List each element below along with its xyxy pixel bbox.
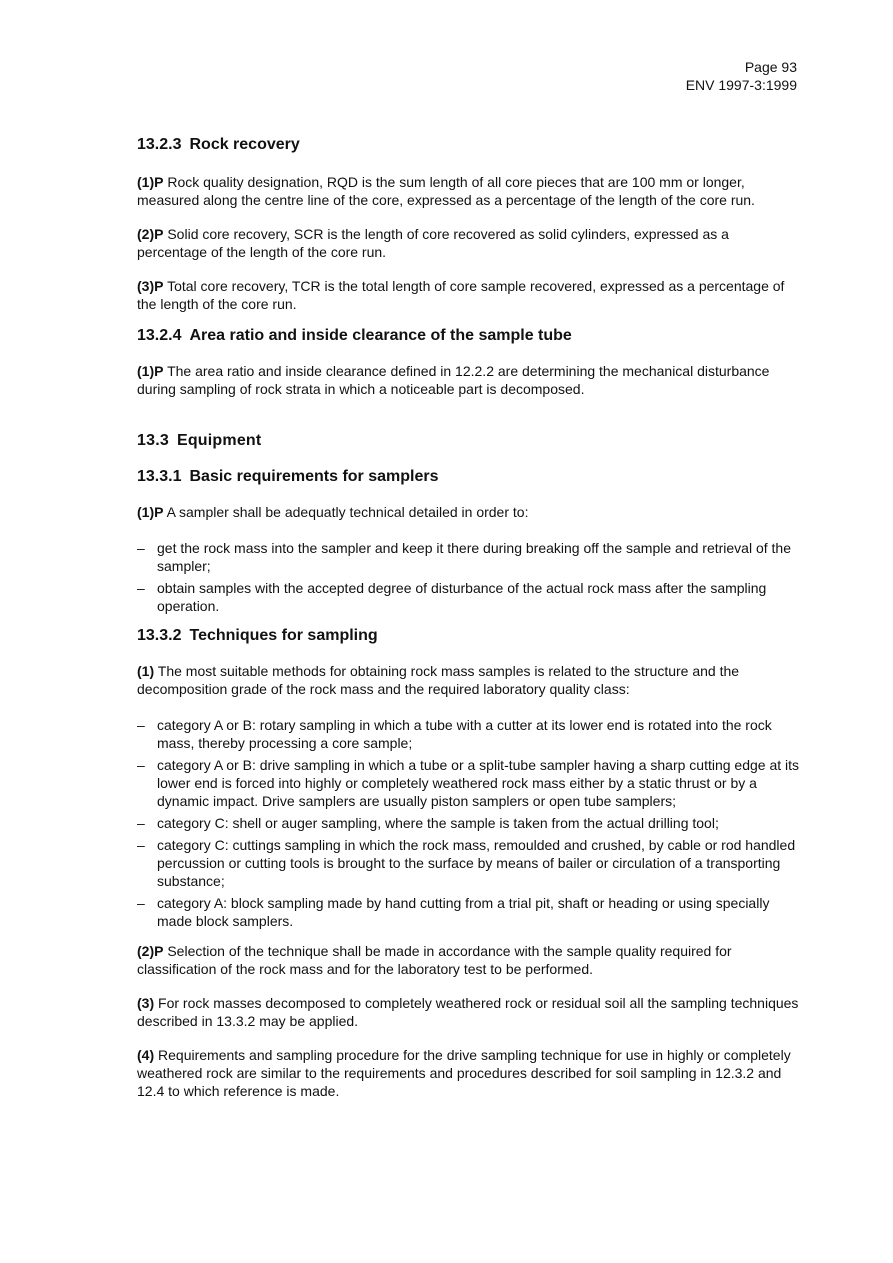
section-heading-13-3: 13.3 Equipment	[137, 432, 262, 449]
list-item: – category C: shell or auger sampling, where the sample is taken from the actual drilling tool;	[137, 814, 801, 832]
list-item: – category A: block sampling made by hand cutting from a trial pit, shaft or heading or using specially made block samplers.	[137, 894, 801, 930]
list-item: – category C: cuttings sampling in which the rock mass, remoulded and crushed, by cable or rod handled percussion or cutting tools is brought to the surface by means of bailer or circulation of a transporting substance;	[137, 836, 801, 890]
page-content	[137, 132, 801, 1100]
paragraph: (1) The most suitable methods for obtaining rock mass samples is related to the structure and the decomposition grade of the rock mass and the required laboratory quality class:	[137, 663, 740, 697]
page-number: Page 93	[744, 59, 797, 75]
sampling-category-list	[137, 716, 801, 930]
document-id: ENV 1997-3:1999	[685, 77, 797, 93]
list-item: – category A or B: drive sampling in which a tube or a split-tube sampler having a sharp cutting edge at its lower end is forced into highly or completely weathered rock mass either by a static thrust or by a dynamic impact. Drive samplers are usually piston samplers or open tube samplers;	[137, 756, 801, 810]
page-header	[686, 58, 797, 94]
paragraph: (3)P Total core recovery, TCR is the total length of core sample recovered, expressed as a percentage of the length of the core run.	[137, 278, 785, 312]
requirements-list	[137, 539, 801, 615]
paragraph: (1)P The area ratio and inside clearance defined in 12.2.2 are determining the mechanical disturbance during sampling of rock strata in which a noticeable part is decomposed.	[137, 363, 770, 397]
list-item: – category A or B: rotary sampling in which a tube with a cutter at its lower end is rotated into the rock mass, thereby processing a core sample;	[137, 716, 801, 752]
paragraph: (4) Requirements and sampling procedure for the drive sampling technique for use in highly or completely weathered rock are similar to the requirements and procedures described for soil sampling in 12.3.2 and 12.4 to which reference is made.	[137, 1047, 791, 1099]
paragraph: (1)P Rock quality designation, RQD is the sum length of all core pieces that are 100 mm or longer, measured along the centre line of the core, expressed as a percentage of the length of the core run.	[137, 174, 755, 208]
list-item: – get the rock mass into the sampler and keep it there during breaking off the sample and retrieval of the sampler;	[137, 539, 801, 575]
paragraph: (2)P Solid core recovery, SCR is the length of core recovered as solid cylinders, expressed as a percentage of the length of the core run.	[137, 226, 729, 260]
paragraph: (1)P A sampler shall be adequatly technical detailed in order to:	[137, 504, 529, 520]
section-heading-13-2-4: 13.2.4 Area ratio and inside clearance of the sample tube	[137, 327, 572, 344]
section-heading-13-2-3: 13.2.3 Rock recovery	[137, 136, 300, 153]
paragraph: (3) For rock masses decomposed to completely weathered rock or residual soil all the sampling techniques described in 13.3.2 may be applied.	[137, 995, 799, 1029]
section-heading-13-3-2: 13.3.2 Techniques for sampling	[137, 627, 378, 644]
section-heading-13-3-1: 13.3.1 Basic requirements for samplers	[137, 468, 439, 485]
list-item: – obtain samples with the accepted degree of disturbance of the actual rock mass after the sampling operation.	[137, 579, 801, 615]
paragraph: (2)P Selection of the technique shall be made in accordance with the sample quality required for classification of the rock mass and for the laboratory test to be performed.	[137, 943, 732, 977]
